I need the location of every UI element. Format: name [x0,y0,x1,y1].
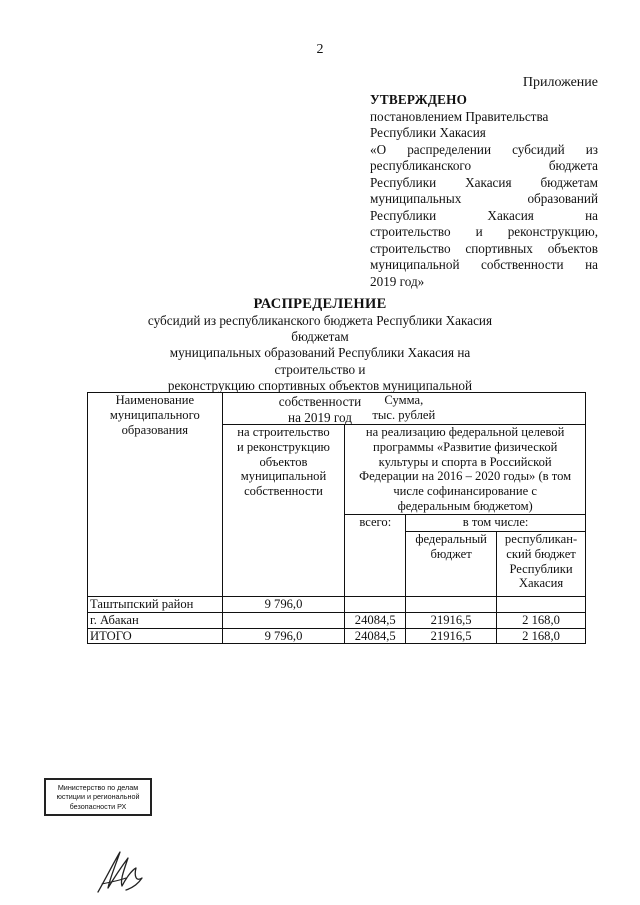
header-line: образования [121,422,189,437]
header-line: Сумма, [384,393,424,407]
approval-line: строительство и реконструкцию, [370,224,598,239]
subtitle-line: на 2019 год [288,410,352,426]
header-municipality [88,393,223,597]
header-line: федеральный [415,532,487,546]
subtitle-line: субсидий из республиканского бюджета Республики Хакасия бюджетам [147,313,493,345]
header-line: на строительство [237,425,330,439]
header-line: собственности [244,484,323,499]
header-sum [222,393,585,425]
header-total: всего: [345,515,406,597]
header-line: ский бюджет [506,546,576,561]
header-line: объектов [259,454,308,469]
row-total: 24084,5 [345,628,406,644]
table-row [88,628,586,644]
approval-line: «О распределении субсидий из [370,141,598,157]
header-program [345,425,586,515]
approval-line: республиканского бюджета [370,158,598,173]
approval-heading: УТВЕРЖДЕНО [370,92,468,107]
header-line: Республики [509,561,573,576]
header-line: тыс. рублей [372,407,436,422]
header-line: федеральным бюджетом) [397,498,533,513]
row-republican: 2 168,0 [497,628,586,644]
header-construction [222,425,345,597]
header-line: культуры и спорта в Российской [378,454,552,469]
row-name: ИТОГО [88,628,223,644]
header-line: и реконструкцию [237,439,330,454]
approval-line: Республики Хакасия [370,125,486,140]
row-name: г. Абакан [88,612,223,628]
subtitle-line: реконструкцию спортивных объектов муниципальной собственности [167,377,473,410]
row-construction [222,612,345,628]
table-row [88,597,586,613]
row-federal: 21916,5 [406,628,497,644]
ministry-stamp [44,778,152,816]
approval-line: муниципальных образований [370,191,598,206]
approval-line: постановлением Правительства [370,108,549,124]
header-row [88,393,586,425]
row-total: 24084,5 [345,612,406,628]
row-total [345,597,406,613]
appendix-label: Приложение [522,75,598,90]
approval-block [370,92,598,290]
distribution-table [87,392,586,644]
row-name: Таштыпский район [88,597,223,613]
approval-line: строительство спортивных объектов [370,240,598,256]
header-line: Федерации на 2016 – 2020 годы» (в том [359,469,572,484]
header-line: бюджет [430,546,472,561]
header-including: в том числе: [406,515,586,532]
approval-line: Республики Хакасия на [370,207,598,223]
row-construction: 9 796,0 [222,628,345,644]
row-construction: 9 796,0 [222,597,345,613]
header-line: Хакасия [518,576,564,591]
header-line: программы «Развитие физической [372,439,558,454]
approval-line: Республики Хакасия бюджетам [370,174,598,190]
header-line: на реализацию федеральной целевой [365,425,565,439]
stamp-line: юстиции и региональной [56,792,140,802]
table-row [88,612,586,628]
approval-line: муниципальной собственности на [370,257,598,272]
row-republican [497,597,586,613]
header-line: муниципального [109,407,200,422]
approval-line: 2019 год» [370,273,425,289]
handwritten-signature [92,848,152,901]
header-line: республикан- [504,532,578,546]
subtitle-line: муниципальных образований Республики Хакасия на строительство и [169,345,471,377]
document-title: РАСПРЕДЕЛЕНИЕ [253,296,387,312]
stamp-line: Министерство по делам [57,783,139,792]
header-federal [406,532,497,597]
stamp-line: безопасности РХ [69,801,127,811]
header-line: Наименование [115,393,195,407]
row-federal: 21916,5 [406,612,497,628]
header-republican [497,532,586,597]
page-number: 2 [316,42,324,57]
row-republican: 2 168,0 [497,612,586,628]
row-federal [406,597,497,613]
header-line: муниципальной [240,469,327,484]
header-line: числе софинансирование с [393,484,537,499]
